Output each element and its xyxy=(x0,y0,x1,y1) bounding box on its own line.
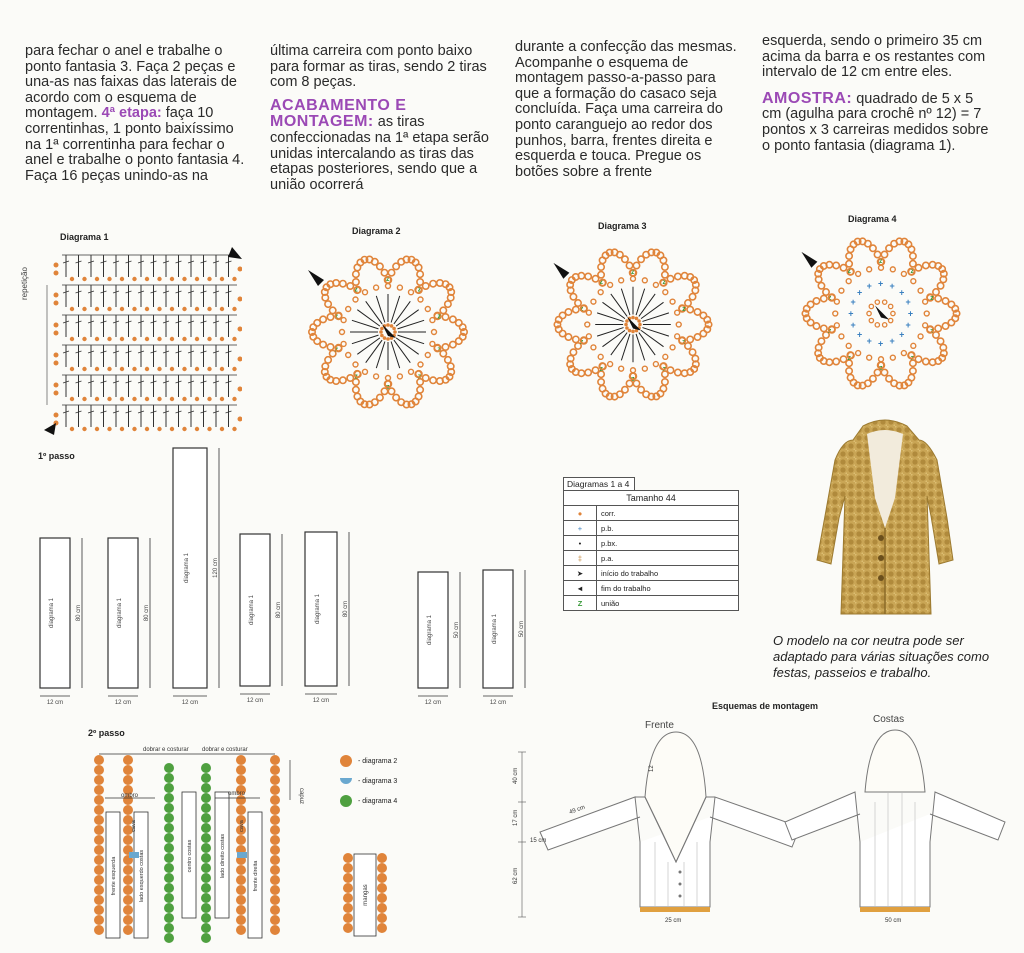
svg-text:+: + xyxy=(889,336,895,347)
svg-text:+: + xyxy=(856,329,863,340)
legend-size: Tamanho 44 xyxy=(564,491,739,506)
dim-25: 25 cm xyxy=(665,918,682,924)
dobrar-label-2: dobrar e costurar xyxy=(202,747,248,753)
legend-row xyxy=(564,596,739,611)
col2-paragraph-2: as tiras confeccionadas na 1ª etapa serão unidas intercalando as tiras das etapas posteriores, sendo que a união ocorrerá xyxy=(270,114,489,193)
svg-text:+: + xyxy=(856,287,863,298)
legend-label: p.bx. xyxy=(597,536,739,551)
svg-text:diagrama 1: diagrama 1 xyxy=(117,597,123,629)
svg-text:z: z xyxy=(930,328,934,336)
svg-text:lado direito costas: lado direito costas xyxy=(220,833,226,879)
svg-text:z: z xyxy=(682,305,686,313)
svg-text:+: + xyxy=(878,338,884,349)
col3-paragraph-1: durante a confecção das mesmas. Acompanhe o esquema de montagem passo-a-passo para que a formação do casaco seja concluída. Faça uma carreira do ponto caranguejo ao redor dos punhos, barra, frentes direita e esquerda e touca. Pregue os botões sobre a frente xyxy=(515,39,737,180)
svg-text:+: + xyxy=(899,287,905,298)
svg-text:z: z xyxy=(579,339,584,347)
chain-icon: ● xyxy=(564,506,597,521)
svg-text:z: z xyxy=(334,313,339,321)
svg-text:z: z xyxy=(386,276,390,283)
diagram-1-stitch-chart xyxy=(42,245,242,440)
svg-text:z: z xyxy=(847,268,851,276)
legend-table xyxy=(563,490,739,611)
svg-text:z: z xyxy=(827,328,832,336)
legend-row xyxy=(564,581,739,596)
diagram-2-title: Diagrama 2 xyxy=(352,226,401,236)
col2-paragraph-1: última carreira com ponto baixo para formar as tiras, sendo 2 tiras com 8 peças. xyxy=(270,43,487,91)
svg-text:50 cm: 50 cm xyxy=(454,621,460,639)
esquemas-title: Esquemas de montagem xyxy=(712,701,819,711)
legend-row xyxy=(564,566,739,581)
dot-icon: • xyxy=(564,536,597,551)
svg-text:z: z xyxy=(599,279,603,287)
text-column-2 xyxy=(270,44,492,193)
col4-paragraph-1: esquerda, sendo o primeiro 35 cm acima da barra e os restantes com intervalo de 12 cm entre eles. xyxy=(762,33,986,81)
svg-text:z: z xyxy=(682,339,686,347)
end-arrow-icon: ◄ xyxy=(564,581,597,596)
diagram-4-motif xyxy=(796,226,966,401)
svg-text:+: + xyxy=(866,280,872,291)
coat-photo xyxy=(815,418,955,618)
svg-text:80 cm: 80 cm xyxy=(76,604,82,622)
svg-text:z: z xyxy=(579,305,584,313)
text-column-1 xyxy=(25,44,250,184)
legend-row xyxy=(564,521,739,536)
svg-text:12 cm: 12 cm xyxy=(181,700,199,706)
col1-paragraph-1: para fechar o anel e trabalhe o ponto fantasia 3. Faça 2 peças e una-as nas faixas das laterais de acordo com o esquema de montagem. xyxy=(25,43,237,122)
svg-text:12 cm: 12 cm xyxy=(424,700,442,706)
passo-1-panels xyxy=(30,440,570,720)
diagram-3-motif xyxy=(543,237,723,412)
legend-head: Diagramas 1 a 4 xyxy=(563,477,635,490)
svg-text:12 cm: 12 cm xyxy=(246,698,264,704)
dobrar-label-1: dobrar e costurar xyxy=(143,747,189,753)
join-icon: Z xyxy=(564,596,597,611)
svg-text:frente esquerda: frente esquerda xyxy=(111,856,117,896)
step-4-label: 4ª etapa: xyxy=(101,105,162,122)
svg-text:z: z xyxy=(631,376,635,384)
legend-d4: - diagrama 4 xyxy=(340,792,397,812)
svg-text:12 cm: 12 cm xyxy=(46,700,64,706)
svg-text:diagrama 1: diagrama 1 xyxy=(427,614,433,646)
svg-text:z: z xyxy=(879,365,883,373)
svg-text:+: + xyxy=(905,319,911,330)
dim-62: 62 cm xyxy=(513,867,519,884)
orange-circle-icon xyxy=(340,755,352,767)
amostra-heading: AMOSTRA: xyxy=(762,89,853,107)
passo-2-legend xyxy=(340,752,397,812)
legend-label: união xyxy=(597,596,739,611)
svg-text:lado esquerdo costas: lado esquerdo costas xyxy=(139,849,145,903)
svg-text:+: + xyxy=(878,278,884,289)
svg-text:80 cm: 80 cm xyxy=(276,601,282,619)
svg-text:z: z xyxy=(910,354,915,362)
col1-paragraph-2: faça 10 correntinhas, 1 ponto baixíssimo na 1ª correntinha para fechar o anel e trabalhe o ponto fantasia 4. Faça 16 peças unindo-as na xyxy=(25,105,245,184)
acabamento-heading: ACABAMENTO E MONTAGEM: xyxy=(270,96,407,131)
svg-text:12 cm: 12 cm xyxy=(489,700,507,706)
stitch-legend xyxy=(563,477,739,611)
svg-text:diagrama 1: diagrama 1 xyxy=(184,552,190,584)
svg-text:z: z xyxy=(417,286,422,294)
svg-text:z: z xyxy=(910,268,915,276)
diagram-2-motif xyxy=(298,242,478,422)
svg-text:diagrama 1: diagrama 1 xyxy=(249,594,255,626)
frente-label: Frente xyxy=(645,720,674,731)
svg-text:mangas: mangas xyxy=(363,884,369,906)
svg-text:diagrama 1: diagrama 1 xyxy=(49,597,55,629)
svg-text:80 cm: 80 cm xyxy=(343,600,349,618)
svg-text:z: z xyxy=(631,268,635,276)
legend-d3: - diagrama 3 xyxy=(340,772,397,792)
svg-text:cava: cava xyxy=(239,820,245,832)
legend-label: fim do trabalho xyxy=(597,581,739,596)
svg-text:+: + xyxy=(866,336,872,347)
legend-d2: - diagrama 2 xyxy=(340,752,397,772)
svg-text:z: z xyxy=(662,279,667,287)
svg-text:cava: cava xyxy=(131,820,137,832)
legend-label: início do trabalho xyxy=(597,566,739,581)
svg-text:+: + xyxy=(905,297,911,308)
dim-12: 12 xyxy=(649,765,655,772)
svg-text:z: z xyxy=(354,373,358,381)
blue-half-icon xyxy=(340,778,352,784)
legend-label: p.a. xyxy=(597,551,739,566)
col4-paragraph-2: quadrado de 5 x 5 cm (agulha para crochê nº 12) = 7 pontos x 3 carreiras medidos sobre o ponto fantasia (diagrama 1). xyxy=(762,90,989,154)
dim-49: 49 cm xyxy=(568,804,587,816)
svg-text:z: z xyxy=(930,294,934,302)
svg-text:z: z xyxy=(417,373,422,381)
svg-text:120 cm: 120 cm xyxy=(213,558,219,578)
legend-label: corr. xyxy=(597,506,739,521)
text-column-4 xyxy=(762,34,992,154)
svg-text:z: z xyxy=(879,257,883,265)
svg-text:diagrama 1: diagrama 1 xyxy=(315,593,321,625)
svg-text:12 cm: 12 cm xyxy=(312,698,330,704)
svg-text:z: z xyxy=(386,384,390,391)
svg-text:frente direita: frente direita xyxy=(253,860,259,892)
diagram-3-title: Diagrama 3 xyxy=(598,221,647,231)
ombro-label-1: ombro xyxy=(121,793,139,799)
svg-text:z: z xyxy=(437,313,441,321)
costas-label: Costas xyxy=(873,714,905,725)
svg-text:z: z xyxy=(662,365,667,373)
mangas-strip xyxy=(340,850,390,940)
svg-text:z: z xyxy=(847,354,851,362)
plus-icon: + xyxy=(564,521,597,536)
photo-caption: O modelo na cor neutra pode ser adaptado para várias situações como festas, passeios e trabalho. xyxy=(773,633,990,680)
svg-text:diagrama 1: diagrama 1 xyxy=(492,613,498,645)
capuz-label: capuz xyxy=(298,788,304,805)
ombro-label-2: ombro xyxy=(228,791,246,797)
svg-text:12 cm: 12 cm xyxy=(114,700,132,706)
passo-1-title: 1º passo xyxy=(38,451,75,461)
dim-50: 50 cm xyxy=(885,918,902,924)
diagram-1-title: Diagrama 1 xyxy=(60,232,109,242)
svg-text:+: + xyxy=(850,319,856,330)
svg-text:50 cm: 50 cm xyxy=(519,620,525,638)
green-circle-icon xyxy=(340,795,352,807)
svg-text:z: z xyxy=(827,294,832,302)
svg-text:z: z xyxy=(599,365,603,373)
legend-row xyxy=(564,506,739,521)
assembly-schematic xyxy=(510,722,1010,937)
svg-text:+: + xyxy=(889,280,895,291)
svg-text:80 cm: 80 cm xyxy=(144,604,150,622)
svg-text:centro costas: centro costas xyxy=(187,839,193,873)
dim-15: 15 cm xyxy=(530,838,547,844)
start-arrow-icon: ➤ xyxy=(564,566,597,581)
legend-row xyxy=(564,551,739,566)
legend-label: p.b. xyxy=(597,521,739,536)
dim-17: 17 cm xyxy=(513,809,519,826)
svg-text:+: + xyxy=(850,297,856,308)
double-crochet-icon: ‡ xyxy=(564,551,597,566)
legend-row xyxy=(564,536,739,551)
passo-2-title: 2º passo xyxy=(88,728,125,738)
diagram-4-title: Diagrama 4 xyxy=(848,214,897,224)
svg-text:z: z xyxy=(334,346,339,354)
svg-text:z: z xyxy=(354,286,358,294)
svg-text:+: + xyxy=(907,308,914,319)
repeticao-label: repetição xyxy=(20,267,29,300)
svg-text:+: + xyxy=(848,308,854,319)
svg-text:+: + xyxy=(899,329,905,340)
dim-40: 40 cm xyxy=(513,767,519,784)
text-column-3 xyxy=(515,40,740,180)
svg-text:z: z xyxy=(437,346,441,354)
